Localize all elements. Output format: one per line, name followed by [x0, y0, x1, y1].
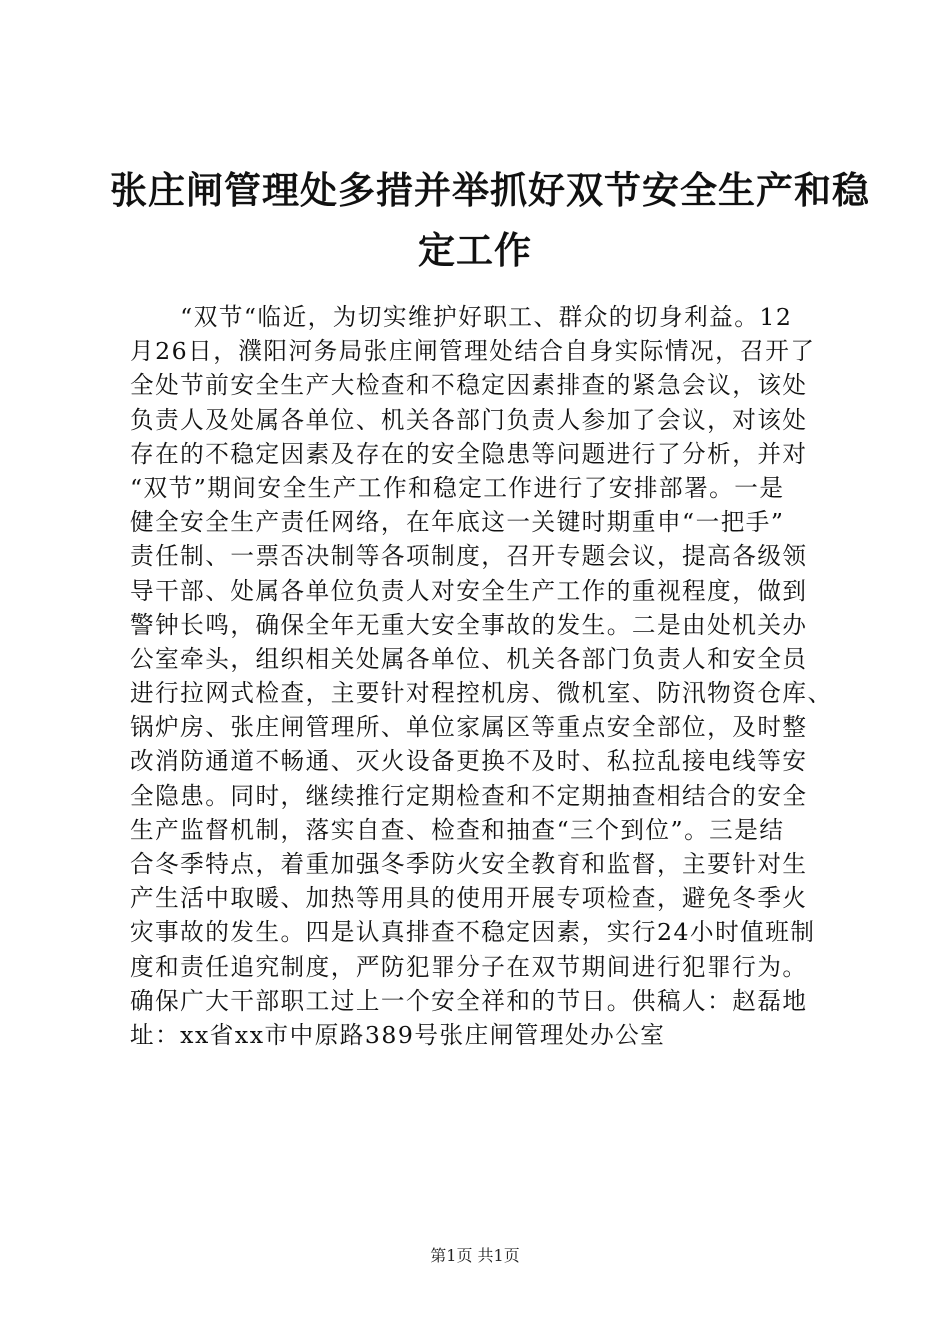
body-line: 全隐患。同时，继续推行定期检查和不定期抽查相结合的安全 — [130, 781, 808, 810]
page-footer: 第1页 共1页 — [430, 1246, 520, 1265]
body-line: 锅炉房、张庄闸管理所、单位家属区等重点安全部位，及时整 — [130, 713, 808, 742]
body-line: 改消防通道不畅通、灭火设备更换不及时、私拉乱接电线等安 — [130, 747, 808, 776]
body-line: “双节“临近，为切实维护好职工、群众的切身利益。12 — [130, 303, 793, 331]
body-line: 全处节前安全生产大检查和不稳定因素排查的紧急会议，该处 — [130, 371, 808, 400]
article-body — [130, 300, 850, 1052]
body-line: 生产监督机制，落实自查、检查和抽查“三个到位”。三是结 — [130, 815, 785, 844]
body-line: “双节”期间安全生产工作和稳定工作进行了安排部署。一是 — [130, 473, 785, 502]
body-line: 确保广大干部职工过上一个安全祥和的节日。供稿人：赵磊地 — [130, 986, 808, 1015]
body-line: 度和责任追究制度，严防犯罪分子在双节期间进行犯罪行为。 — [130, 952, 808, 981]
body-line: 产生活中取暖、加热等用具的使用开展专项检查，避免冬季火 — [130, 884, 808, 913]
body-line: 公室牵头，组织相关处属各单位、机关各部门负责人和安全员 — [130, 644, 808, 673]
body-line: 合冬季特点，着重加强冬季防火安全教育和监督，主要针对生 — [130, 850, 808, 878]
body-line: 存在的不稳定因素及存在的安全隐患等问题进行了分析，并对 — [130, 439, 808, 468]
body-line: 进行拉网式检查，主要针对程控机房、微机室、防汛物资仓库、 — [130, 679, 833, 708]
body-line: 灾事故的发生。四是认真排查不稳定因素，实行24小时值班制 — [130, 918, 816, 947]
body-line: 月26日，濮阳河务局张庄闸管理处结合自身实际情况，召开了 — [130, 337, 816, 366]
body-line: 负责人及处属各单位、机关各部门负责人参加了会议，对该处 — [130, 405, 808, 434]
body-line: 警钟长鸣，确保全年无重大安全事故的发生。二是由处机关办 — [130, 610, 808, 639]
body-line: 责任制、一票否决制等各项制度，召开专题会议，提高各级领 — [130, 542, 808, 571]
document-title-line-1: 张庄闸管理处多措并举抓好双节安全生产和稳 — [110, 169, 870, 212]
body-line: 导干部、处属各单位负责人对安全生产工作的重视程度，做到 — [130, 576, 808, 605]
body-line: 健全安全生产责任网络，在年底这一关键时期重申“一把手” — [130, 508, 785, 537]
body-line: 址：xx省xx市中原路389号张庄闸管理处办公室 — [130, 1020, 666, 1049]
document-title-line-2: 定工作 — [418, 229, 532, 272]
